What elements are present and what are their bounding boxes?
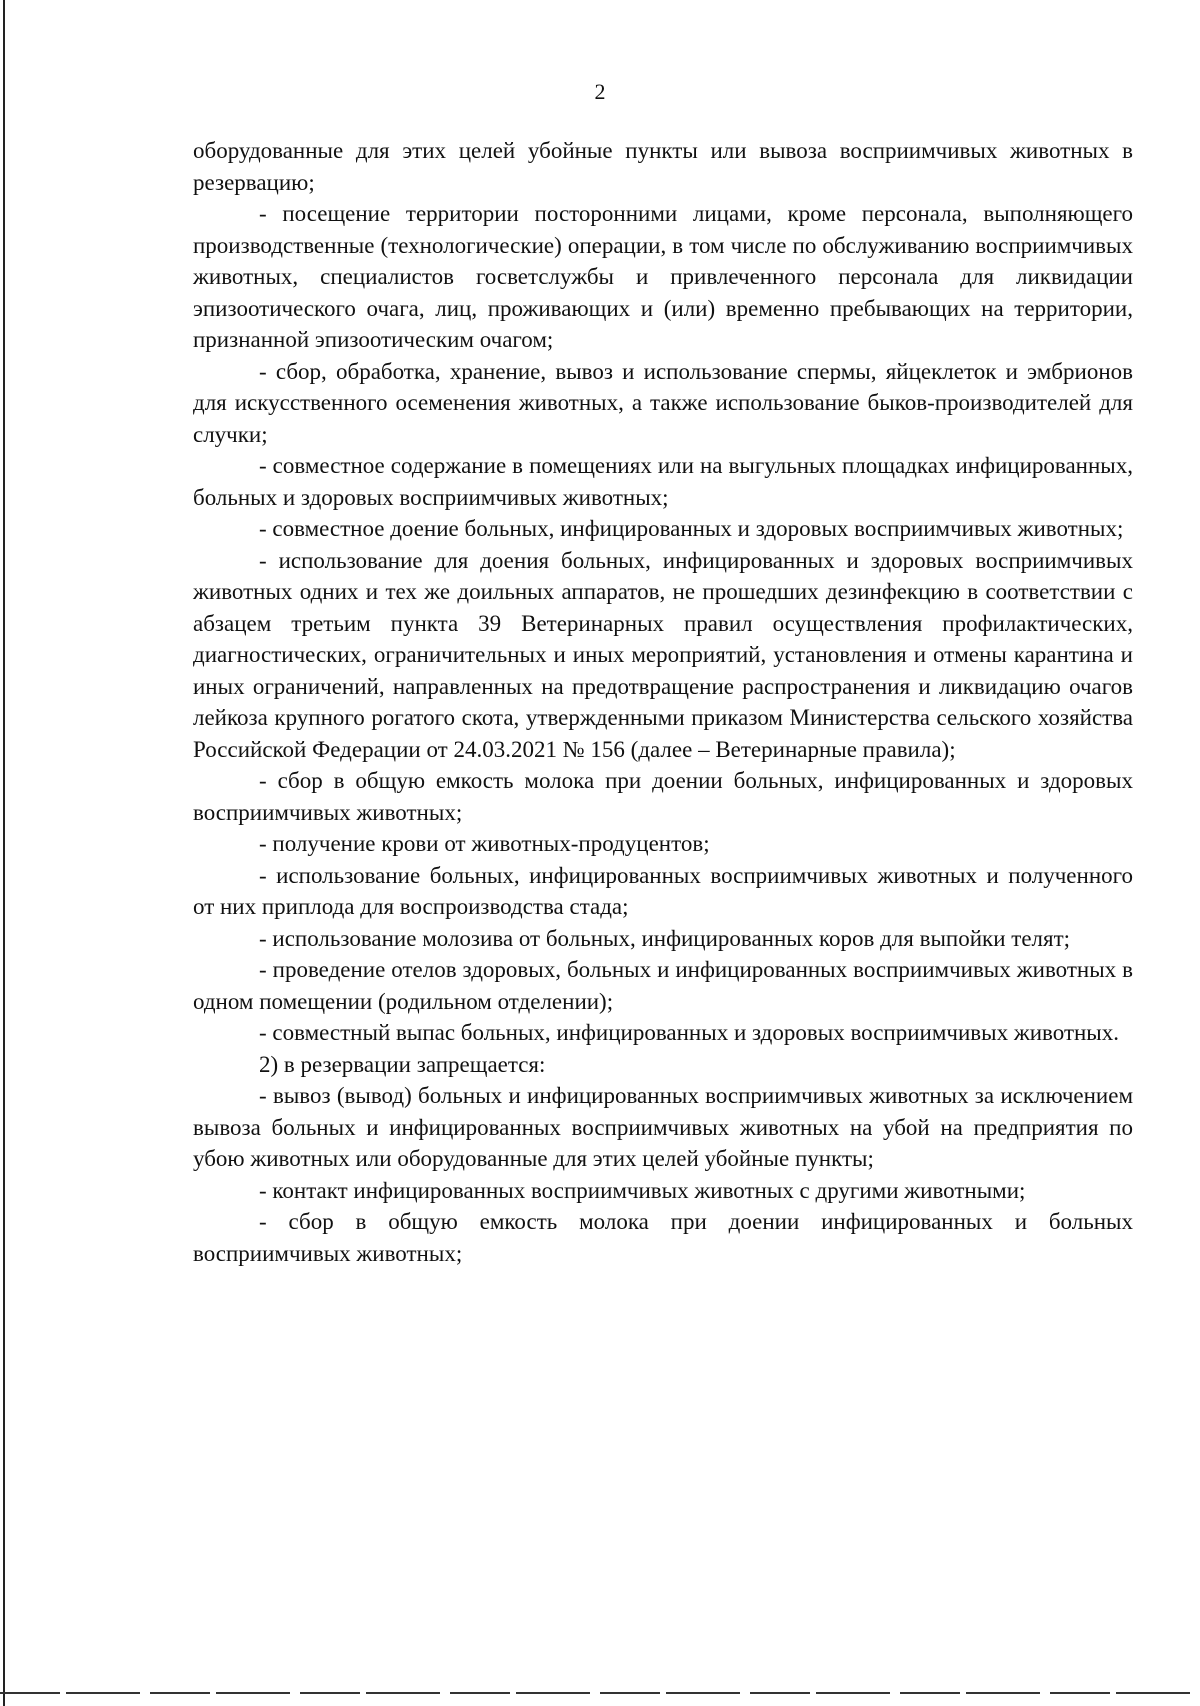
- paragraph-list-item: - совместное содержание в помещениях или на выгульных площадках инфицированных, больных и здоровых восприимчивых животных;: [193, 453, 1133, 510]
- paragraph-list-item: - контакт инфицированных восприимчивых животных с другими животными;: [259, 1177, 1026, 1203]
- paragraph-list-item: - вывоз (вывод) больных и инфицированных восприимчивых животных за исключением вывоза больных и инфицированных восприимчивых животных на убой на предприятия по убою животных или оборудованные для этих целей убойные пункты;: [193, 1083, 1133, 1171]
- paragraph-list-item: - совместный выпас больных, инфицированных и здоровых восприимчивых животных.: [259, 1020, 1120, 1045]
- paragraph-list-item: - совместное доение больных, инфицированных и здоровых восприимчивых животных;: [259, 516, 1124, 541]
- paragraph-list-item: - посещение территории посторонними лицами, кроме персонала, выполняющего производственные (технологические) операции, в том числе по обслуживанию восприимчивых животных, специалистов госветслужбы и привлеченного персонала для ликвидации эпизоотического очага, лиц, проживающих и (или) временно пребывающих на территории, признанной эпизоотическим очагом;: [193, 201, 1133, 352]
- paragraph-list-item: - использование молозива от больных, инфицированных коров для выпойки телят;: [259, 925, 1071, 951]
- paragraph-list-item: - сбор в общую емкость молока при доении больных, инфицированных и здоровых восприимчивых животных;: [193, 768, 1133, 825]
- scan-bottom-edge: [0, 1692, 1200, 1694]
- paragraph-list-item: - сбор в общую емкость молока при доении инфицированных и больных восприимчивых животных;: [193, 1209, 1133, 1266]
- document-body: [193, 135, 1133, 1269]
- paragraph-list-item: - использование больных, инфицированных восприимчивых животных и полученного от них приплода для воспроизводства стада;: [193, 862, 1133, 919]
- page-number: 2: [594, 79, 606, 104]
- paragraph-list-item: - сбор, обработка, хранение, вывоз и использование спермы, яйцеклеток и эмбрионов для искусственного осеменения животных, а также использование быков-производителей для случки;: [193, 358, 1133, 447]
- section-heading-item: 2) в резервации запрещается:: [259, 1051, 546, 1077]
- paragraph-continuation: оборудованные для этих целей убойные пункты или вывоза восприимчивых животных в резервацию;: [193, 138, 1133, 195]
- paragraph-list-item: - использование для доения больных, инфицированных и здоровых восприимчивых животных одних и тех же доильных аппаратов, не прошедших дезинфекцию в соответствии с абзацем третьим пункта 39 Ветеринарных правил осуществления профилактических, диагностических, ограничительных и иных мероприятий, установления и отмены карантина и иных ограничений, направленных на предотвращение распространения и ликвидацию очагов лейкоза крупного рогатого скота, утвержденными приказом Министерства сельского хозяйства Российской Федерации от 24.03.2021 № 156 (далее – Ветеринарные правила);: [193, 547, 1133, 762]
- scan-left-edge: [3, 0, 5, 1706]
- paragraph-list-item: - получение крови от животных-продуцентов;: [259, 831, 710, 856]
- paragraph-list-item: - проведение отелов здоровых, больных и инфицированных восприимчивых животных в одном помещении (родильном отделении);: [193, 957, 1133, 1014]
